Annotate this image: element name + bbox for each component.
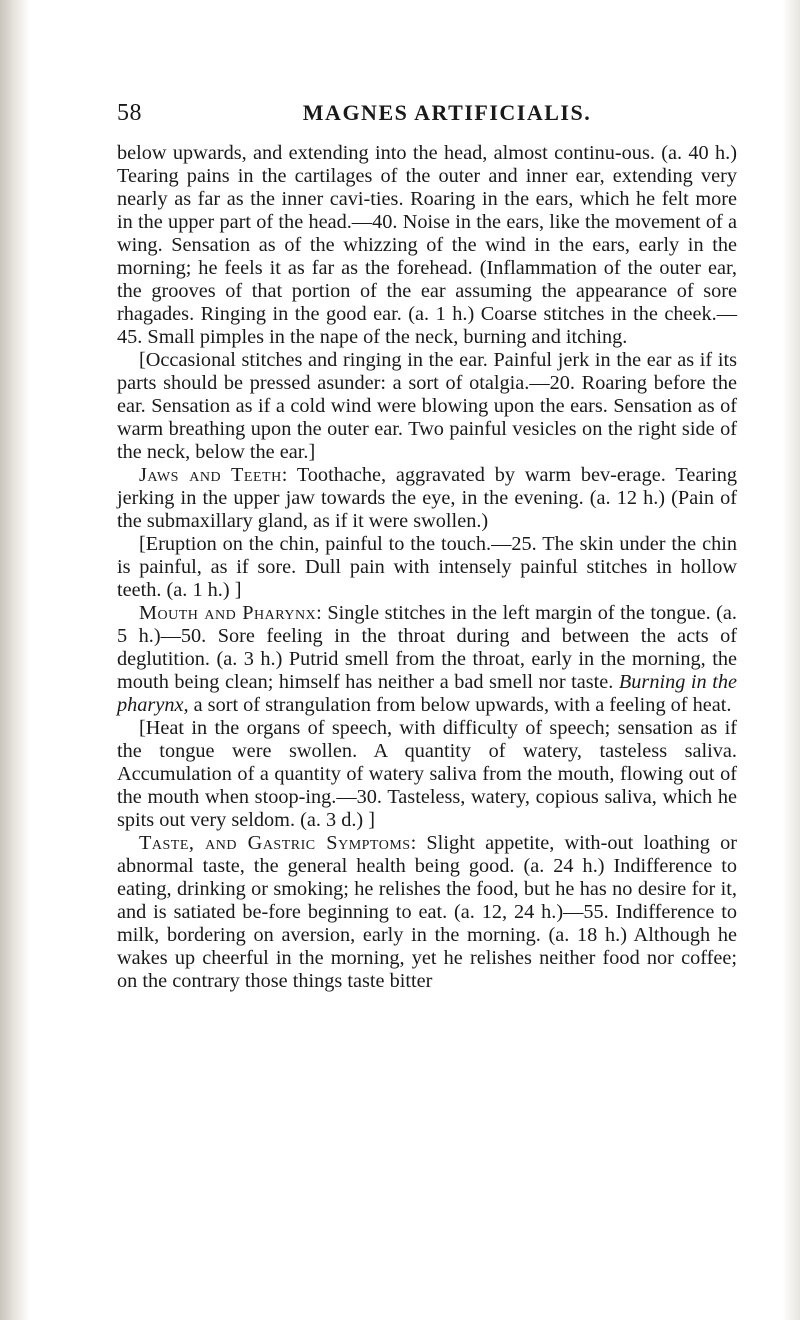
paragraph-speech-bracketed (117, 717, 737, 832)
running-head: MAGNES ARTIFICIALIS. (302, 100, 592, 125)
paragraph-ear-symptoms (117, 142, 737, 349)
section-heading: Mouth and Pharynx (139, 602, 317, 624)
page-number: 58 (117, 100, 142, 126)
paragraph-text: : Toothache, aggravated by warm bev-erage. Tearing jerking in the upper jaw towards the eye, in the evening. (a. 12 h.) (Pain of the submaxillary gland, as if it were swollen.) (117, 464, 737, 532)
paragraph-taste-gastric (117, 832, 737, 993)
paragraph-text: : Slight appetite, with-out loathing or abnormal taste, the general health being good. (a. 24 h.) Indifference to eating, drinking or smoking; he relishes the food, but he has no desire for it, and is satiated be-fore beginning to eat. (a. 12, 24 h.)—55. Indifference to milk, bordering on aversion, early in the morning. (a. 18 h.) Although he wakes up cheerful in the morning, yet he relishes neither food nor coffee; on the contrary those things taste bitter (117, 832, 737, 992)
paragraph-text: a sort of strangulation from below upwards, with a feeling of heat. (188, 694, 732, 716)
page-header (117, 100, 737, 134)
paragraph-ear-bracketed (117, 349, 737, 464)
paragraph-text: below upwards, and extending into the head, almost continu-ous. (a. 40 h.) Tearing pains in the cartilages of the outer and inner ear, extending very nearly as far as the inner cavi-ties. Roaring in the ears, which he felt more in the upper part of the head.—40. Noise in the ears, like the movement of a wing. Sensation as of the whizzing of the wind in the ears, early in the morning; he feels it as far as the forehead. (Inflammation of the outer ear, the grooves of that portion of the ear assuming the appearance of sore rhagades. Ringing in the good ear. (a. 1 h.) Coarse stitches in the cheek.—45. Small pimples in the nape of the neck, burning and itching. (117, 142, 737, 348)
section-heading: Taste, and Gastric Symptoms (139, 832, 411, 854)
italic-phrase: Burning in the pharynx, (117, 671, 737, 716)
paragraph-text: : Single stitches in the left margin of the tongue. (a. 5 h.)—50. Sore feeling in the throat during and between the acts of deglutition. (a. 3 h.) Putrid smell from the throat, early in the morning, the mouth being clean; himself has neither a bad smell nor taste. (117, 602, 737, 693)
paragraph-mouth-pharynx (117, 602, 737, 717)
body-text (117, 142, 737, 993)
paragraph-chin-bracketed (117, 533, 737, 602)
paragraph-text: [Eruption on the chin, painful to the touch.—25. The skin under the chin is painful, as if sore. Dull pain with intensely painful stitches in hollow teeth. (a. 1 h.) ] (117, 533, 737, 601)
paragraph-text: [Heat in the organs of speech, with difficulty of speech; sensation as if the tongue were swollen. A quantity of watery, tasteless saliva. Accumulation of a quantity of watery saliva from the mouth, flowing out of the mouth when stoop-ing.—30. Tasteless, watery, copious saliva, which he spits out very seldom. (a. 3 d.) ] (117, 717, 737, 831)
paragraph-text: [Occasional stitches and ringing in the ear. Painful jerk in the ear as if its parts should be pressed asunder: a sort of otalgia.—20. Roaring before the ear. Sensation as if a cold wind were blowing upon the ears. Sensation as of warm breathing upon the outer ear. Two painful vesicles on the right side of the neck, below the ear.] (117, 349, 737, 463)
page-gutter-shadow (0, 0, 30, 1320)
section-heading: Jaws and Teeth (139, 464, 282, 486)
page-edge-shade (782, 0, 800, 1320)
paragraph-jaws-teeth (117, 464, 737, 533)
